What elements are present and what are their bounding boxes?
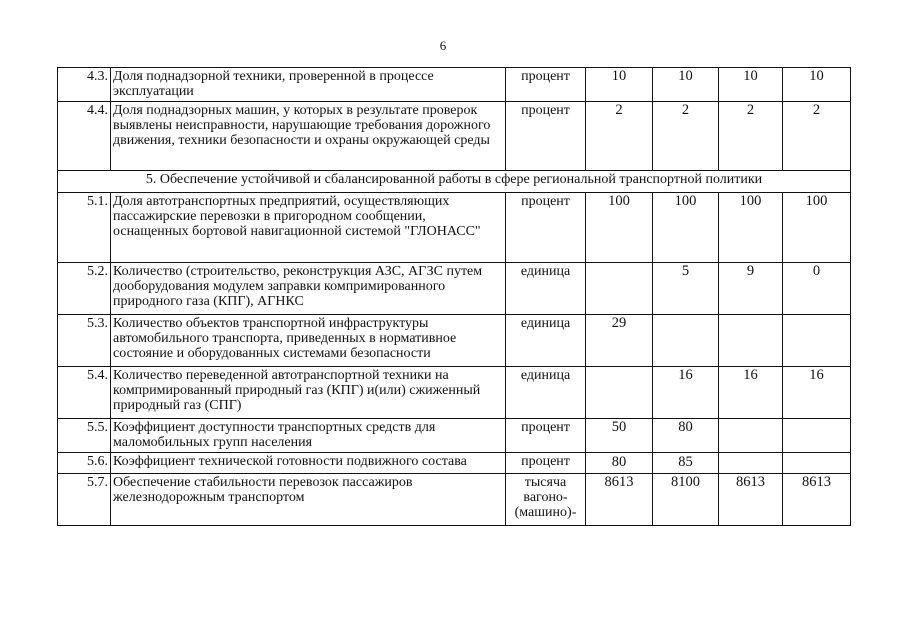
row-value: [719, 315, 783, 367]
row-value: 100: [586, 193, 653, 263]
row-value: 2: [783, 102, 851, 171]
row-description: Доля поднадзорных машин, у которых в результате проверок выявлены неисправности, нарушающие требования дорожного движения, техники безопасности и охраны окружающей среды: [111, 102, 506, 171]
row-value: [783, 315, 851, 367]
row-value: 10: [586, 68, 653, 102]
row-unit: процент: [506, 453, 586, 474]
indicators-table: [57, 67, 851, 526]
row-description: Количество объектов транспортной инфраструктуры автомобильного транспорта, приведенных в нормативное состояние и оборудованных системами безопасности: [111, 315, 506, 367]
row-value: [653, 315, 719, 367]
row-value: 100: [653, 193, 719, 263]
row-description: Количество переведенной автотранспортной техники на компримированный природный газ (КПГ) и(или) сжиженный природный газ (СПГ): [111, 367, 506, 419]
row-number: 5.2.: [58, 263, 111, 315]
row-value: [586, 263, 653, 315]
row-unit: единица: [506, 367, 586, 419]
table-row: [58, 419, 851, 453]
row-value: 8613: [586, 474, 653, 526]
row-description: Коэффициент технической готовности подвижного состава: [111, 453, 506, 474]
row-unit: [506, 474, 586, 526]
row-value: 8613: [719, 474, 783, 526]
row-number: 4.3.: [58, 68, 111, 102]
row-number: 5.7.: [58, 474, 111, 526]
row-value: [586, 367, 653, 419]
row-value: 2: [653, 102, 719, 171]
row-value: 8613: [783, 474, 851, 526]
section-row: [58, 171, 851, 193]
row-value: 80: [653, 419, 719, 453]
row-value: 9: [719, 263, 783, 315]
row-value: 8100: [653, 474, 719, 526]
table-row: [58, 102, 851, 171]
row-value: [783, 419, 851, 453]
row-unit: единица: [506, 315, 586, 367]
row-description: Обеспечение стабильности перевозок пассажиров железнодорожным транспортом: [111, 474, 506, 526]
row-value: 10: [653, 68, 719, 102]
row-value: 10: [783, 68, 851, 102]
row-value: 50: [586, 419, 653, 453]
row-description: Количество (строительство, реконструкция АЗС, АГЗС путем дооборудования модулем заправки компримированного природного газа (КПГ), АГНКС: [111, 263, 506, 315]
table-row: [58, 315, 851, 367]
table-row: [58, 263, 851, 315]
row-value: 5: [653, 263, 719, 315]
table-row: [58, 453, 851, 474]
row-value: 0: [783, 263, 851, 315]
row-value: [719, 453, 783, 474]
table-row: [58, 474, 851, 526]
row-number: 4.4.: [58, 102, 111, 171]
row-value: 2: [586, 102, 653, 171]
section-heading: 5. Обеспечение устойчивой и сбалансированной работы в сфере региональной транспортной политики: [58, 171, 851, 193]
row-value: 85: [653, 453, 719, 474]
row-value: [783, 453, 851, 474]
page-number: 6: [439, 38, 447, 53]
row-unit: процент: [506, 193, 586, 263]
row-number: 5.5.: [58, 419, 111, 453]
row-unit: единица: [506, 263, 586, 315]
row-value: 100: [719, 193, 783, 263]
row-description: Доля поднадзорной техники, проверенной в процессе эксплуатации: [111, 68, 506, 102]
row-description: Коэффициент доступности транспортных средств для маломобильных групп населения: [111, 419, 506, 453]
row-unit: процент: [506, 102, 586, 171]
row-value: 2: [719, 102, 783, 171]
row-number: 5.1.: [58, 193, 111, 263]
row-value: 29: [586, 315, 653, 367]
table-row: [58, 367, 851, 419]
row-unit: процент: [506, 419, 586, 453]
row-number: 5.4.: [58, 367, 111, 419]
row-number: 5.6.: [58, 453, 111, 474]
row-description: Доля автотранспортных предприятий, осуществляющих пассажирские перевозки в пригородном сообщении, оснащенных бортовой навигационной системой "ГЛОНАСС": [111, 193, 506, 263]
row-value: 16: [653, 367, 719, 419]
row-value: 16: [783, 367, 851, 419]
row-value: 16: [719, 367, 783, 419]
row-value: 10: [719, 68, 783, 102]
table-row: [58, 193, 851, 263]
row-value: 100: [783, 193, 851, 263]
row-value: [719, 419, 783, 453]
unit-line: (машино)-: [514, 505, 577, 520]
row-value: 80: [586, 453, 653, 474]
table-row: [58, 68, 851, 102]
row-unit: процент: [506, 68, 586, 102]
unit-line: вагоно-: [523, 490, 568, 505]
unit-line: тысяча: [524, 475, 567, 490]
row-number: 5.3.: [58, 315, 111, 367]
